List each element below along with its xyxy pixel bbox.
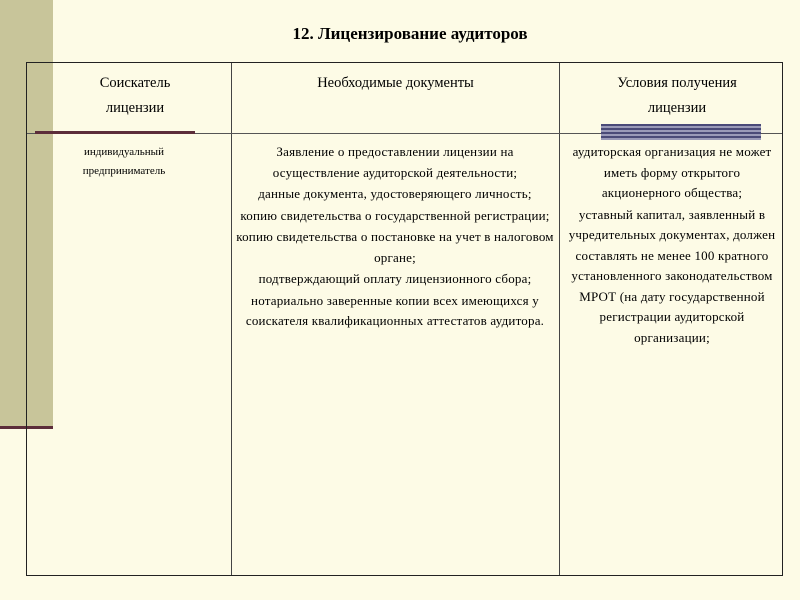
- header-conditions: Условия получения лицензии: [617, 75, 737, 116]
- document-item: данные документа, удостоверяющего личность;: [258, 186, 532, 201]
- header-accent-left: [35, 131, 195, 134]
- cell-applicant: индивидуальный предприниматель: [82, 146, 166, 177]
- document-item: подтверждающий оплату лицензионного сбора;: [258, 271, 532, 286]
- document-item: копию свидетельства о государственной регистрации;: [240, 207, 550, 223]
- column-divider: [559, 63, 560, 575]
- header-accent-right: [601, 124, 761, 140]
- header-applicant: Соискатель лицензии: [99, 75, 171, 116]
- slide-title: 12. Лицензирование аудиторов: [292, 24, 528, 43]
- condition-item: аудиторская организация не может иметь форму открытого акционерного общества;: [572, 144, 772, 200]
- licensing-table: [26, 62, 783, 576]
- cell-documents: [234, 142, 556, 332]
- header-documents: Необходимые документы: [317, 75, 474, 91]
- cell-conditions: [564, 142, 780, 348]
- document-item: Заявление о предоставлении лицензии на осуществление аудиторской деятельности;: [272, 144, 518, 180]
- column-divider: [231, 63, 232, 575]
- condition-item: уставный капитал, заявленный в учредительных документах, должен составлять не менее 100 кратного установленного законодательством МРОТ (на дату государственной регистрации аудиторской организации;: [568, 206, 776, 345]
- document-item: копию свидетельства о постановке на учет в налоговом органе;: [236, 229, 554, 265]
- document-item: нотариально заверенные копии всех имеющихся у соискателя квалификационных аттестатов аудитора.: [245, 292, 545, 328]
